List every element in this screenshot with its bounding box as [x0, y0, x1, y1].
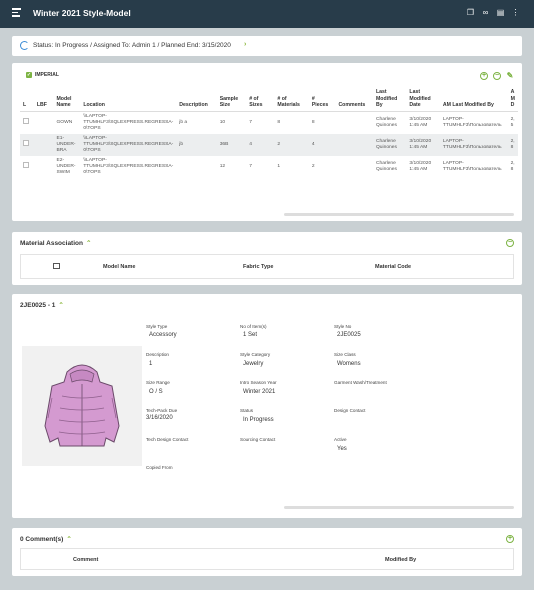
- field-label: Status: [240, 408, 254, 413]
- model-table: [20, 87, 518, 178]
- cell-materials: 2: [274, 134, 308, 156]
- menu-icon[interactable]: [12, 8, 21, 19]
- comments-table-header: [20, 548, 514, 570]
- imperial-label: IMPERIAL: [35, 72, 59, 78]
- field-value: 1: [149, 361, 153, 367]
- col-header[interactable]: Model Name: [53, 87, 80, 111]
- field-label: Style Category: [240, 352, 271, 357]
- field-label: Tech-Pack Due: [146, 408, 178, 413]
- section-title: 0 Comment(s): [20, 536, 64, 543]
- field-label: Description: [146, 352, 169, 357]
- col-header[interactable]: Fabric Type: [243, 264, 274, 270]
- field-value: 2JE0025: [337, 332, 361, 338]
- col-header[interactable]: Comments: [335, 87, 373, 111]
- cell-location: \\LAPTOP-TTUMHLF3\SQLEXPRESS.REGRESSA-0\TOPS: [83, 113, 174, 131]
- cell-modified-by: Charlene Quinones: [373, 134, 406, 156]
- col-header[interactable]: Material Code: [375, 264, 412, 270]
- comments-card: [12, 528, 522, 576]
- section-header[interactable]: [20, 301, 64, 309]
- cell-sample-size: 10: [219, 119, 226, 125]
- cell-sample-size: 12: [219, 163, 226, 169]
- field-label: Sourcing Contact: [240, 437, 276, 442]
- section-title: Material Association: [20, 240, 83, 247]
- material-association-card: [12, 232, 522, 285]
- col-header[interactable]: Last Modified Date: [406, 87, 439, 111]
- field-value: Accessory: [149, 332, 177, 338]
- add-icon[interactable]: +: [481, 72, 487, 79]
- audit-footer: [284, 213, 514, 216]
- col-header[interactable]: Modified By: [385, 557, 417, 563]
- row-checkbox[interactable]: [23, 140, 29, 146]
- table-row[interactable]: [20, 111, 518, 134]
- cell-sizes: 7: [249, 119, 252, 125]
- cell-pieces: 2: [311, 163, 315, 169]
- model-grid-card: [12, 63, 522, 221]
- cell-location: \\LAPTOP-TTUMHLF3\SQLEXPRESS.REGRESSA-0\TOPS: [80, 134, 176, 156]
- cell-modified-by: Charlene Quinones: [375, 160, 397, 172]
- status-bar: [12, 36, 522, 56]
- field-value: O / S: [149, 389, 163, 395]
- col-header[interactable]: Description: [176, 87, 216, 111]
- checkbox-icon[interactable]: ✓: [26, 72, 32, 78]
- cell-comments: [335, 134, 373, 156]
- field-label: Copied From: [146, 465, 173, 470]
- cell-pieces: 8: [311, 119, 315, 125]
- cell-description: [176, 156, 216, 178]
- row-checkbox[interactable]: [23, 118, 29, 124]
- field-label: Intro Season Year: [240, 380, 277, 385]
- section-header[interactable]: [20, 535, 72, 543]
- cell-extra: 2, 8: [510, 160, 515, 172]
- section-title: 2JE0025 - 1: [20, 302, 56, 309]
- table-row[interactable]: [20, 156, 518, 178]
- field-label: Style Type: [146, 324, 168, 329]
- imperial-toggle[interactable]: [26, 72, 59, 78]
- app-header: [0, 0, 534, 28]
- field-label: Tech Design Contact: [146, 437, 189, 442]
- col-header[interactable]: # of Sizes: [246, 87, 274, 111]
- cell-extra: 2, 5: [510, 116, 515, 128]
- field-label: Design Contact: [334, 408, 366, 413]
- col-header[interactable]: AM Last Modified By: [440, 87, 508, 111]
- field-value: Yes: [337, 446, 347, 452]
- cell-description: jb a: [179, 119, 188, 125]
- cell-comments: [335, 111, 373, 134]
- cell-model: GOWN: [56, 119, 73, 125]
- cell-modified-by: Charlene Quinones: [375, 116, 397, 128]
- add-comment-icon[interactable]: +: [507, 535, 513, 542]
- cell-location: \\LAPTOP-TTUMHLF3\SQLEXPRESS.REGRESSA-0\TOPS: [83, 157, 174, 175]
- audit-footer: [284, 506, 514, 509]
- section-header[interactable]: [20, 239, 91, 247]
- edit-icon[interactable]: ✎: [506, 71, 514, 80]
- cell-am-modified-by: LAPTOP-TTUMHLF3\Пользователь: [440, 134, 508, 156]
- field-value: Jewelry: [243, 361, 264, 367]
- field-label: Size Range: [146, 380, 170, 385]
- cell-description: jb: [176, 134, 216, 156]
- style-image: [22, 346, 142, 466]
- col-header[interactable]: # of Materials: [274, 87, 308, 111]
- cell-sizes: 7: [249, 163, 252, 169]
- field-label: Size Class: [334, 352, 356, 357]
- copy-icon[interactable]: ❐: [466, 8, 475, 17]
- more-vertical-icon[interactable]: ⋮: [511, 8, 520, 17]
- col-header[interactable]: L: [20, 87, 34, 111]
- cell-am-modified-by: LAPTOP-TTUMHLF3\Пользователь: [442, 160, 502, 172]
- cell-modified-date: 3/10/2020 1:45 AM: [409, 116, 432, 128]
- page-title: Winter 2021 Style-Model: [33, 8, 131, 18]
- cell-extra: 2, 8: [508, 134, 518, 156]
- col-header[interactable]: Location: [80, 87, 176, 111]
- cell-materials: 8: [277, 119, 281, 125]
- remove-icon[interactable]: −: [494, 72, 500, 79]
- collapse-icon[interactable]: −: [507, 239, 513, 246]
- cell-sample-size: 36B: [217, 134, 247, 156]
- field-value: 3/16/2020: [146, 415, 173, 421]
- col-header[interactable]: A M D: [508, 87, 518, 111]
- field-label: Style No: [334, 324, 352, 329]
- cell-am-modified-by: LAPTOP-TTUMHLF3\Пользователь: [442, 116, 502, 128]
- document-icon[interactable]: ▤: [496, 8, 505, 17]
- cell-modified-date: 3/10/2020 1:45 AM: [406, 134, 439, 156]
- col-header[interactable]: LBF: [34, 87, 54, 111]
- cell-materials: 1: [277, 163, 281, 169]
- chevron-up-icon[interactable]: ⌃: [85, 240, 92, 247]
- cell-model: E2-UNDER-SWIM: [56, 157, 76, 175]
- col-header[interactable]: Sample Size: [217, 87, 247, 111]
- cell-comments: [335, 156, 373, 178]
- field-value: Winter 2021: [243, 389, 276, 395]
- field-label: Garment Wash/Treatment: [334, 380, 387, 385]
- cell-model: E1-UNDER-BRA: [53, 134, 80, 156]
- chevron-up-icon[interactable]: ⌃: [58, 302, 64, 309]
- table-row[interactable]: [20, 134, 518, 156]
- cell-sizes: 4: [246, 134, 274, 156]
- field-value: Womens: [337, 361, 361, 367]
- field-value: 1 Set: [243, 332, 258, 338]
- material-table-header: [20, 254, 514, 279]
- field-label: No of Item(s): [240, 324, 267, 329]
- cell-pieces: 4: [309, 134, 336, 156]
- link-icon[interactable]: ∞: [482, 8, 489, 17]
- style-details-card: [12, 294, 522, 518]
- jacket-image: [22, 346, 142, 466]
- image-icon: [53, 263, 60, 269]
- col-header[interactable]: # Pieces: [309, 87, 336, 111]
- chevron-up-icon[interactable]: ⌃: [66, 536, 72, 543]
- field-value: In Progress: [243, 417, 274, 423]
- row-checkbox[interactable]: [23, 162, 29, 168]
- cell-modified-date: 3/10/2020 1:45 AM: [409, 160, 432, 172]
- refresh-icon[interactable]: [20, 41, 29, 50]
- chevron-right-icon[interactable]: ›: [244, 41, 247, 48]
- col-header[interactable]: Last Modified By: [373, 87, 406, 111]
- field-label: Active: [334, 437, 347, 442]
- col-header[interactable]: Comment: [73, 557, 99, 563]
- status-text: Status: In Progress / Assigned To: Admin 1 / Planned End: 3/15/2020: [33, 42, 231, 49]
- col-header[interactable]: Model Name: [103, 264, 136, 270]
